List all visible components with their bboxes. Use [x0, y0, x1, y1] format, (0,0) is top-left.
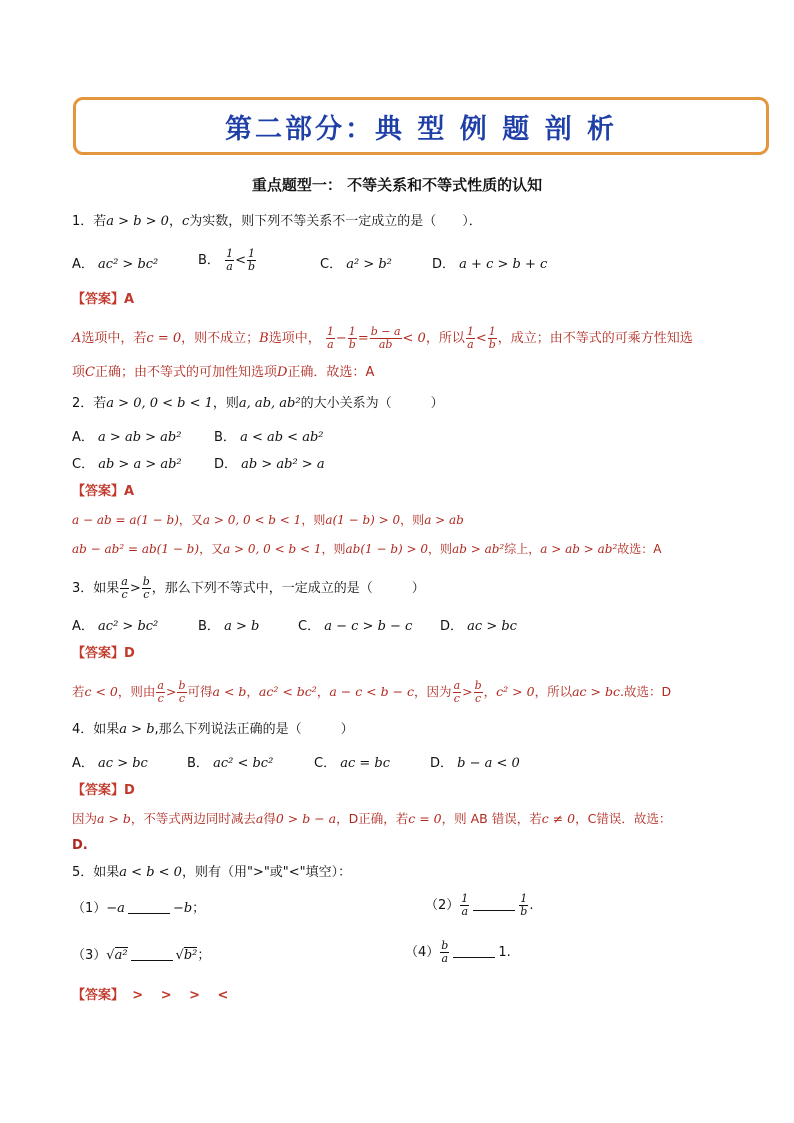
q5-part-1: （1）−a −b； — [72, 901, 206, 916]
question-1-stem: 1．若a > b > 0，c为实数，则下列不等关系不一定成立的是（ ）． — [72, 214, 482, 229]
q1-answer: 【答案】A — [72, 292, 135, 307]
question-4-stem: 4．如果a > b,那么下列说法正确的是（ ） — [72, 722, 354, 737]
q5-part-2: （2） $\frac{1}{a}$ $\frac{1}{b}$ . — [425, 892, 534, 918]
q5-answer: 【答案】 > > > < — [72, 988, 229, 1003]
q1-option-b: B． $\frac{1}{a}$ < $\frac{1}{b}$ — [198, 247, 256, 273]
part-title: 第二部分：典 型 例 题 剖 析 — [225, 113, 617, 145]
part-title-box — [73, 97, 769, 155]
q3-option-d: D． ac > bc — [440, 619, 517, 634]
question-3-stem: 3．如果 $\frac{a}{c}$ > $\frac{b}{c}$ ，那么下列不等式中，一定成立的是（ ） — [72, 575, 425, 601]
q2-option-d: D． ab > ab² > a — [214, 457, 325, 472]
q1-option-a: A． ac² > bc² — [72, 257, 159, 272]
q4-answer: 【答案】D — [72, 783, 135, 798]
q2-answer: 【答案】A — [72, 484, 135, 499]
q3-solution: 若c < 0，则由 $\frac{a}{c}$ > $\frac{b}{c}$ 可得a < b，ac² < bc²，a − c < b − c，因为 $\frac{a}{c}$ > $\frac{b}{c}$ ，c² > 0，所以ac > bc.故选：D — [72, 679, 672, 705]
q4-option-a: A． ac > bc — [72, 756, 148, 771]
question-5-stem: 5．如果a < b < 0，则有（用">"或"<"填空）： — [72, 865, 352, 880]
q1-solution-line-1: A选项中，若c = 0，则不成立；B选项中， $\frac{1}{a}$ − $\frac{1}{b}$ = $\frac{b - a}{ab}$ < 0，所以 $\frac{1}{a}$ < $\frac{1}{b}$ ，成立；由不等式的可乘方性知选 — [72, 325, 693, 351]
q5-part-3: （3）√a² √b²； — [72, 948, 211, 963]
q4-option-b: B． ac² < bc² — [187, 756, 274, 771]
section-title: 重点题型一： 不等关系和不等式性质的认知 — [251, 176, 543, 194]
q4-option-c: C． ac = bc — [314, 756, 391, 771]
q2-solution-line-1: a − ab = a(1 − b)，又a > 0, 0 < b < 1，则a(1 − b) > 0，则a > ab — [72, 513, 464, 527]
q2-option-c: C． ab > a > ab² — [72, 457, 182, 472]
q3-answer: 【答案】D — [72, 646, 135, 661]
q4-solution-line-2: D. — [72, 838, 88, 853]
q4-solution-line-1: 因为a > b，不等式两边同时减去a得0 > b − a，D正确，若c = 0，则 AB 错误，若c ≠ 0，C错误．故选： — [72, 811, 672, 826]
q3-option-c: C． a − c > b − c — [298, 619, 413, 634]
q5-part-4: （4） $\frac{b}{a}$ 1. — [405, 939, 511, 965]
q3-option-b: B． a > b — [198, 619, 260, 634]
q2-option-b: B． a < ab < ab² — [214, 430, 324, 445]
q2-solution-line-2: ab − ab² = ab(1 − b)，又a > 0, 0 < b < 1，则ab(1 − b) > 0，则ab > ab²综上，a > ab > ab²故选：A — [72, 542, 662, 556]
q3-option-a: A． ac² > bc² — [72, 619, 159, 634]
q1-solution-line-2: 项C正确；由不等式的可加性知选项D正确．故选：A — [72, 365, 375, 380]
q2-option-a: A． a > ab > ab² — [72, 430, 182, 445]
q1-option-d: D． a + c > b + c — [432, 257, 548, 272]
q4-option-d: D． b − a < 0 — [430, 756, 520, 771]
q1-option-c: C． a² > b² — [320, 257, 392, 272]
question-2-stem: 2．若a > 0, 0 < b < 1，则a, ab, ab²的大小关系为（ ） — [72, 396, 444, 411]
